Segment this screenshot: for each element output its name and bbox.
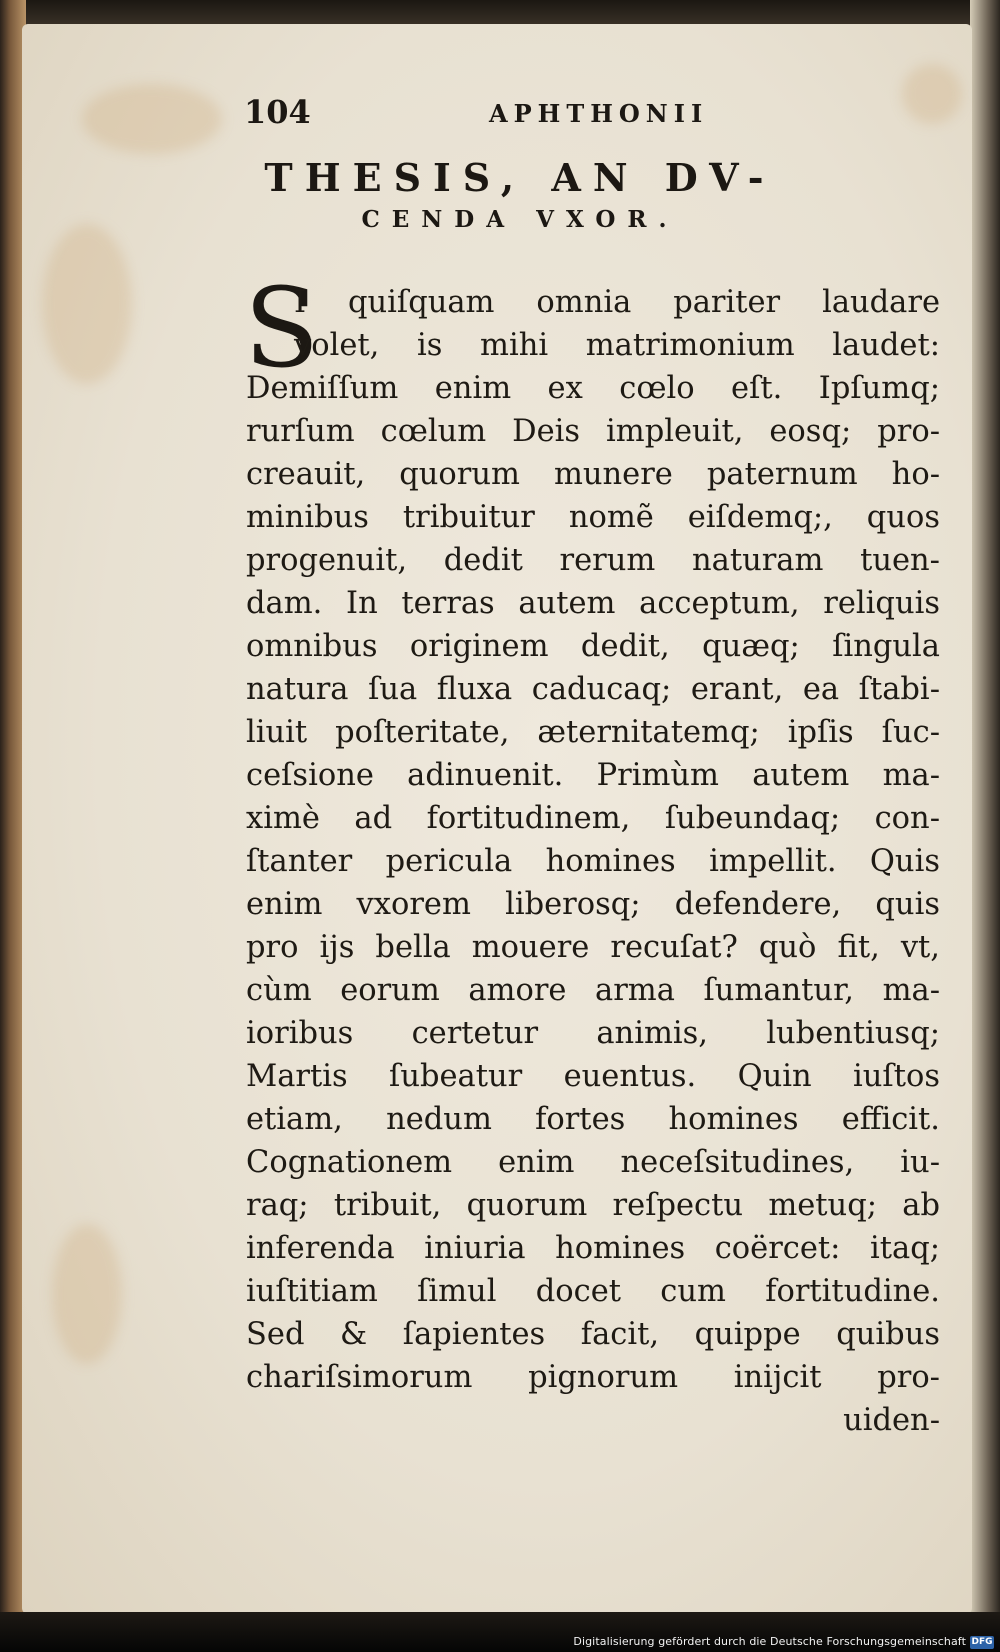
text-line: enim vxorem liberosq; defendere, quis	[246, 887, 940, 922]
drop-cap: S	[244, 264, 320, 392]
text-line: pro ijs bella mouere recuſat? quò fit, vt,	[246, 930, 940, 965]
text-line: ximè ad fortitudinem, ſubeundaq; con-	[246, 801, 940, 836]
text-line: chariſsimorum pignorum inijcit pro-	[246, 1360, 940, 1395]
paper-stain	[82, 84, 222, 154]
text-line: natura ſua fluxa caducaq; erant, ea ſtabi-	[246, 672, 940, 707]
text-line: ioribus certetur animis, lubentiusq;	[246, 1016, 940, 1051]
book-top-shadow	[0, 0, 1000, 26]
text-line: Sed & ſapientes facit, quippe quibus	[246, 1317, 940, 1352]
funding-credit: Digitalisierung gefördert durch die Deutsche Forschungsgemeinschaft	[573, 1635, 966, 1648]
paper-stain	[42, 224, 132, 384]
dfg-logo-icon[interactable]: DFG	[971, 1637, 993, 1647]
text-line: Demiſſum enim ex cœlo eſt. Ipſumq;	[246, 371, 940, 406]
body-text	[244, 264, 940, 1442]
text-line: iuſtitiam ſimul docet cum fortitudine.	[246, 1274, 940, 1309]
text-line: raq; tribuit, quorum reſpectu metuq; ab	[246, 1188, 940, 1223]
paper-stain	[52, 1224, 122, 1364]
text-line: minibus tribuitur nomẽ eiſdemq;, quos	[246, 500, 940, 535]
text-line: progenuit, dedit rerum naturam tuen-	[246, 543, 940, 578]
text-line: Cognationem enim neceſsitudines, iu-	[246, 1145, 940, 1180]
text-line: etiam, nedum fortes homines efficit.	[246, 1102, 940, 1137]
scan-footer-bar	[0, 1612, 1000, 1652]
running-head: APHTHONII	[489, 99, 709, 128]
text-line: ceſsione adinuenit. Primùm autem ma-	[246, 758, 940, 793]
text-line: creauit, quorum munere paternum ho-	[246, 457, 940, 492]
page-header	[244, 93, 784, 137]
text-line: liuit poſteritate, æternitatemq; ipſis ſuc-	[246, 715, 940, 750]
page-number: 104	[244, 93, 311, 131]
text-line: rurſum cœlum Deis impleuit, eosq; pro-	[246, 414, 940, 449]
paper-stain	[902, 64, 962, 124]
text-line: volet, is mihi matrimonium laudet:	[294, 328, 940, 363]
text-line: I quiſquam omnia pariter laudare	[294, 285, 940, 320]
book-page-edge	[970, 0, 1000, 1612]
text-line: dam. In terras autem acceptum, reliquis	[246, 586, 940, 621]
section-title	[0, 155, 1000, 233]
text-line: Martis ſubeatur euentus. Quin iuſtos	[246, 1059, 940, 1094]
text-line: cùm eorum amore arma ſumantur, ma-	[246, 973, 940, 1008]
text-line: omnibus originem dedit, quæq; ſingula	[246, 629, 940, 664]
section-title-line-2: CENDA VXOR.	[361, 206, 679, 233]
catchword: uiden-	[843, 1403, 940, 1438]
section-title-line-1: THESIS, AN DV-	[264, 155, 776, 200]
text-line: inferenda iniuria homines coërcet: itaq;	[246, 1231, 940, 1266]
text-line: ſtanter pericula homines impellit. Quis	[246, 844, 940, 879]
